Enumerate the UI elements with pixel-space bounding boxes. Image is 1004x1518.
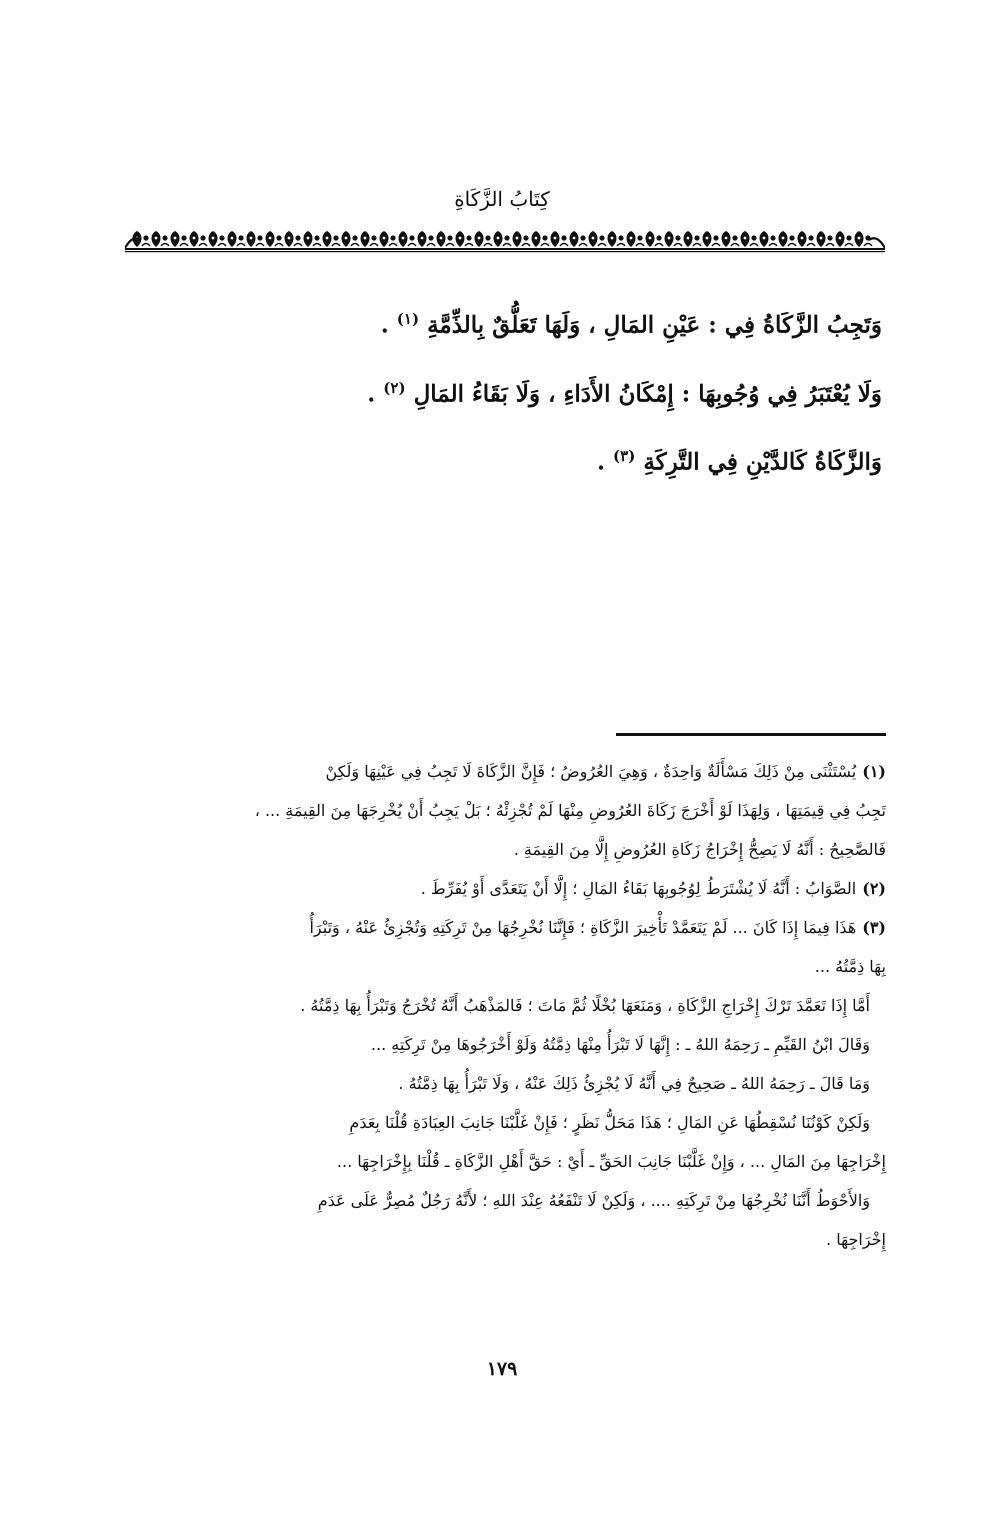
main-line-text: وَتَجِبُ الزَّكَاةُ فِي : عَيْنِ المَالِ ، وَلَهَا تَعَلُّقٌ بِالذِّمَّةِ xyxy=(427,311,882,339)
page-header-title: كِتَابُ الزَّكَاةِ xyxy=(454,187,550,211)
footnote-number: (١) xyxy=(862,762,886,781)
footnote-reference: (١) xyxy=(396,310,420,328)
main-text xyxy=(120,288,882,494)
footnote-text: الصَّوَابُ : أَنَّهُ لَا يُشْتَرَطُ لِوُجُوبِهَا بَقَاءُ المَالِ ؛ إِلَّا أَنْ يَتَعَدَّى أَوْ يُفَرِّطَ . xyxy=(420,879,857,898)
footnote-line xyxy=(120,791,886,830)
main-line xyxy=(120,288,882,357)
footnote-text: إِخْرَاجِهَا . xyxy=(826,1230,886,1249)
footnote-line xyxy=(120,908,886,947)
footnote-text: تَجِبُ فِي قِيمَتِهَا ، وَلِهَذَا لَوْ أَخْرَجَ زَكَاةَ العُرُوضِ مِنْهَا لَمْ تُجْزِئْهُ ؛ بَلْ يَجِبُ أَنْ يُخْرِجَهَا مِنَ القِيمَةِ ... ، xyxy=(254,801,886,820)
footnote-separator xyxy=(616,733,886,736)
footnote-text: وَمَا قَالَ ـ رَحِمَهُ اللهُ ـ صَحِيحٌ فِي أَنَّهُ لَا يُجْزِئُ ذَلِكَ عَنْهُ ، وَلَا تَبْرَأُ بِهَا ذِمَّتُهُ . xyxy=(398,1074,870,1093)
main-line xyxy=(120,357,882,426)
footnote-text: أَمَّا إِذَا تَعَمَّدَ تَرْكَ إِخْرَاجِ الزَّكَاةِ ، وَمَنَعَهَا بُخْلًا ثُمَّ مَاتَ ؛ فَالمَذْهَبُ أَنَّهُ تُخْرَجُ وَتَبْرَأُ بِهَا ذِمَّتُهُ . xyxy=(300,996,870,1015)
footnote-line xyxy=(120,986,886,1025)
footnote-line xyxy=(120,752,886,791)
main-line xyxy=(120,425,882,494)
footnote-text: إِخْرَاجِهَا مِنَ المَالِ ... ، وَإِنْ غَلَّبْنَا جَانِبَ الحَقِّ ـ أَيْ : حَقَّ أَهْلِ الزَّكَاةِ ـ قُلْنَا بِإِخْرَاجِهَا ... xyxy=(336,1152,886,1171)
page-number: ١٧٩ xyxy=(486,1358,518,1380)
footnote-text: بِهَا ذِمَّتُهُ ... xyxy=(814,957,886,976)
footnote-line xyxy=(120,1025,886,1064)
footnote-number: (٣) xyxy=(862,918,886,937)
footnote-reference: (٢) xyxy=(383,378,406,397)
main-line-text: وَالزَّكَاةُ كَالدَّيْنِ فِي التَّرِكَةِ xyxy=(643,448,882,476)
footnote-line xyxy=(120,869,886,908)
footnote-line xyxy=(120,1142,886,1181)
footnote-text: وَقَالَ ابْنُ القَيِّمِ ـ رَحِمَهُ اللهُ ـ : إِنَّهَا لَا تَبْرَأُ مِنْهَا ذِمَّتُهُ وَلَوْ أَخْرَجُوهَا مِنْ تَرِكَتِهِ ... xyxy=(370,1035,870,1054)
footnote-line xyxy=(120,1064,886,1103)
main-line-text: وَلَا يُعْتَبَرُ فِي وُجُوبِهَا : إِمْكَانُ الأَدَاءِ ، وَلَا بَقَاءُ المَالِ xyxy=(413,380,882,408)
footnote-line xyxy=(120,1181,886,1220)
footnote-line xyxy=(120,1103,886,1142)
footnotes xyxy=(120,752,886,1259)
main-line-end: . xyxy=(367,380,376,408)
main-line-end: . xyxy=(597,448,606,476)
footnote-line xyxy=(120,830,886,869)
footnote-text: هَذَا فِيمَا إِذَا كَانَ ... لَمْ يَتَعَمَّدْ تَأْخِيرَ الزَّكَاةِ ؛ فَإِنَّنَا نُخْرِجُهَا مِنْ تَرِكَتِهِ وَتُجْزِئُ عَنْهُ ، وَتَبْرَأُ xyxy=(309,918,857,937)
footnote-text: وَالأَحْوَطُ أَنَّنَا نُخْرِجُهَا مِنْ تَرِكَتِهِ .... ، وَلَكِنْ لَا تَنْفَعُهُ عِنْدَ اللهِ ؛ لأَنَّهُ رَجُلٌ مُصِرٌّ عَلَى عَدَمِ xyxy=(317,1191,870,1210)
footnote-text: يُسْتَثْنَى مِنْ ذَلِكَ مَسْأَلَةٌ وَاحِدَةٌ ، وَهِيَ العُرُوضُ ؛ فَإِنَّ الزَّكَاةَ لَا تَجِبُ فِي عَيْنِهَا وَلَكِنْ xyxy=(325,762,857,781)
footnote-line xyxy=(120,947,886,986)
footnote-reference: (٣) xyxy=(613,447,636,466)
footnote-line xyxy=(120,1220,886,1259)
footnote-number: (٢) xyxy=(862,879,886,898)
main-line-end: . xyxy=(380,311,389,339)
floral-border-ornament-icon xyxy=(125,228,885,254)
footnote-text: فَالصَّحِيحُ : أَنَّهُ لَا يَصِحُّ إِخْرَاجُ زَكَاةِ العُرُوضِ إِلَّا مِنَ القِيمَةِ . xyxy=(513,840,886,859)
footnote-text: وَلَكِنْ كَوْنُنَا نُسْقِطُهَا عَنِ المَالِ ؛ هَذَا مَحَلُّ نَظَرٍ ؛ فَإِنْ غَلَّبْنَا جَانِبَ العِبَادَةِ قُلْنَا بِعَدَمِ xyxy=(349,1113,870,1132)
